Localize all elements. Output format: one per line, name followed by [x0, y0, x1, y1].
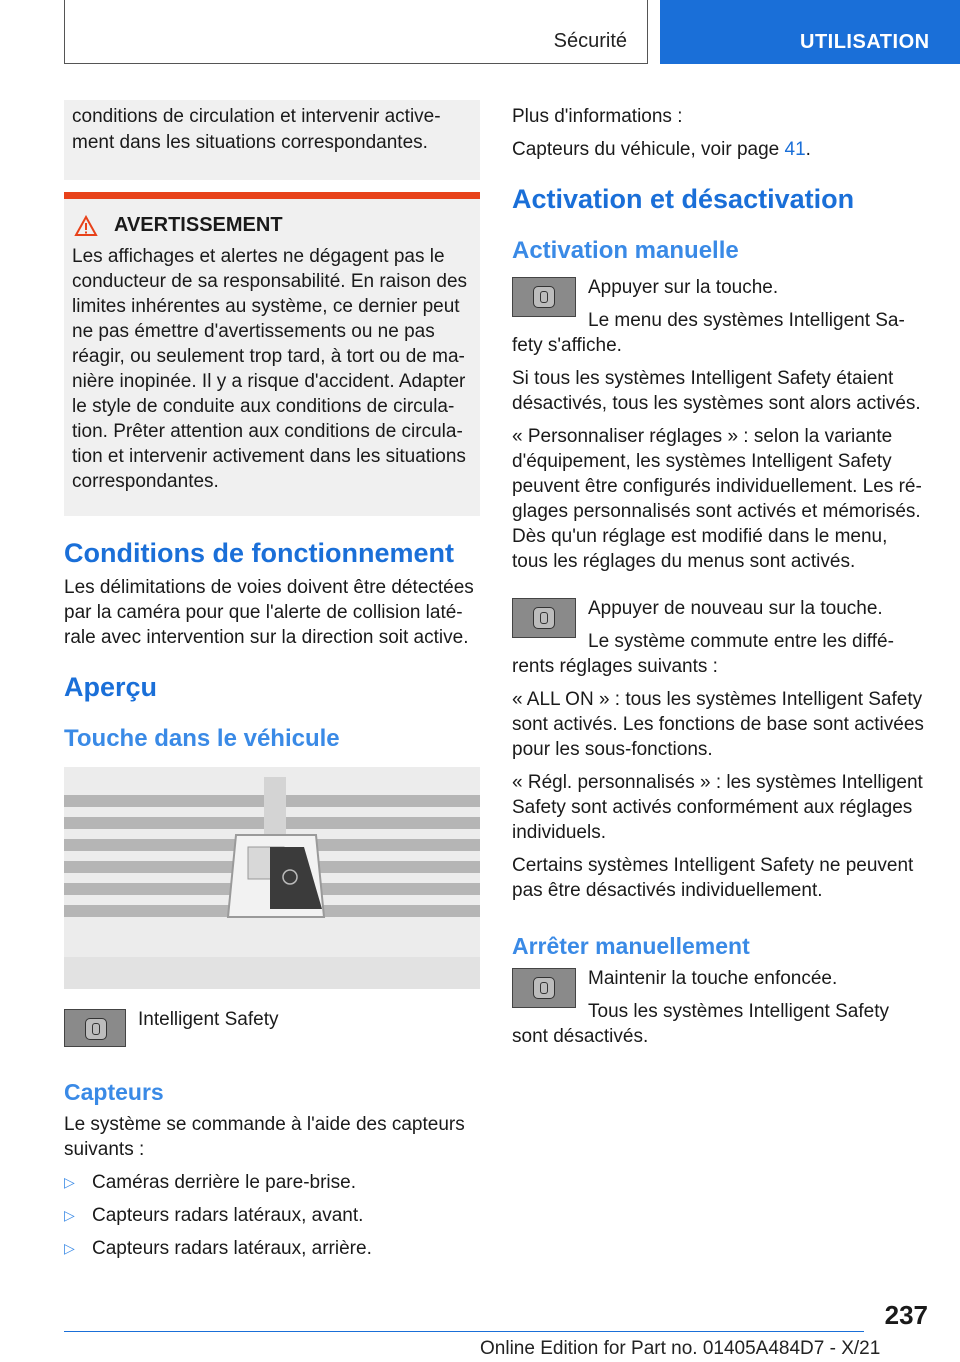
intelligent-safety-button-icon	[512, 598, 576, 638]
key-legend-label: Intelligent Safety	[138, 1009, 279, 1030]
heading-arreter: Arrêter manuellement	[512, 933, 750, 959]
heading-capteurs: Capteurs	[64, 1079, 164, 1105]
heading-activation-manuelle: Activation manuelle	[512, 237, 739, 264]
header-chapter-tab	[660, 0, 960, 64]
warning-box	[64, 192, 480, 516]
warning-title: AVERTISSEMENT	[114, 214, 283, 236]
warning-text: Les affichages et alertes ne dégagent pas le conducteur de sa responsabilité. En raison des limites inhérentes au système, ce dernier peut ne pas émettre d'avertissements ou ne pas réagir, ou seulement trop tard, à tort ou de ma-nière inopinée. Il y a risque d'accident. Adapter le style de conduite aux conditions de circula-tion. Prêter attention aux conditions de circula-tion et intervenir activement dans les situations correspondantes.	[72, 246, 468, 492]
paragraph-regl-perso: « Régl. personnalisés » : les systèmes Intelligent Safety sont activés conformément aux réglages individuels.	[512, 772, 923, 843]
intelligent-safety-button-icon	[512, 968, 576, 1008]
header-section-title: Sécurité	[553, 30, 627, 52]
paragraph-capteurs: Le système se commande à l'aide des capteurs suivants :	[64, 1114, 465, 1160]
key-step-3: Maintenir la touche enfoncée. Tous les systèmes Intelligent Safety sont désactivés.	[512, 968, 889, 1047]
intelligent-safety-button-icon	[512, 277, 576, 317]
header-section-box	[64, 0, 648, 64]
bullet-triangle-icon: ▷	[64, 1240, 75, 1256]
bullet-triangle-icon: ▷	[64, 1207, 75, 1223]
page-reference-link[interactable]: 41	[784, 139, 806, 160]
note-text: conditions de circulation et intervenir active-ment dans les situations correspondantes.	[72, 106, 441, 153]
note-box	[64, 100, 480, 180]
footer-edition: Online Edition for Part no. 01405A484D7 - X/21	[480, 1338, 881, 1359]
list-item: ▷ Capteurs radars latéraux, avant.	[64, 1205, 364, 1226]
heading-conditions: Conditions de fonctionnement	[64, 538, 454, 568]
warning-header	[72, 213, 472, 238]
paragraph-reference: Capteurs du véhicule, voir page 41.	[512, 139, 811, 160]
list-item: ▷ Capteurs radars latéraux, arrière.	[64, 1238, 372, 1259]
header-chapter-label: UTILISATION	[800, 31, 930, 53]
warning-triangle-icon	[74, 215, 98, 237]
paragraph-si-tous: Si tous les systèmes Intelligent Safety étaient désactivés, tous les systèmes sont alors activés.	[512, 368, 921, 414]
paragraph-conditions: Les délimitations de voies doivent être détectées par la caméra pour que l'alerte de collision laté-rale avec intervention sur la direction soit active.	[64, 577, 474, 648]
key-legend-row	[64, 1009, 480, 1047]
vehicle-button-photo	[64, 767, 480, 989]
footer-divider	[64, 1331, 864, 1332]
key-step-2: Appuyer de nouveau sur la touche. Le système commute entre les diffé-rents réglages suivants :	[512, 598, 894, 677]
paragraph-all-on: « ALL ON » : tous les systèmes Intelligent Safety sont activés. Les fonctions de base sont activées pour les sous-fonctions.	[512, 689, 924, 760]
right-column	[512, 104, 928, 1057]
bullet-triangle-icon: ▷	[64, 1174, 75, 1190]
heading-touche-vehicule: Touche dans le véhicule	[64, 725, 340, 752]
paragraph-personnaliser: « Personnaliser réglages » : selon la variante d'équipement, les systèmes Intelligent Safety peuvent être configurés individuellement. Les ré-glages personnalisés sont activés et mémorisés. Dès qu'un réglage est modifié dans le menu, tous les réglages du menus sont activés.	[512, 426, 922, 572]
paragraph-certains: Certains systèmes Intelligent Safety ne peuvent pas être désactivés individuellement.	[512, 855, 914, 901]
intelligent-safety-button-icon	[64, 1009, 126, 1047]
left-column	[64, 100, 480, 1269]
heading-activation: Activation et désactivation	[512, 184, 855, 214]
key-step-1: Appuyer sur la touche. Le menu des systèmes Intelligent Sa-fety s'affiche.	[512, 277, 905, 356]
list-item: ▷ Caméras derrière le pare-brise.	[64, 1172, 356, 1193]
paragraph-plus-info: Plus d'informations :	[512, 106, 683, 127]
page-number: 237	[884, 1300, 928, 1330]
heading-apercu: Aperçu	[64, 672, 158, 702]
